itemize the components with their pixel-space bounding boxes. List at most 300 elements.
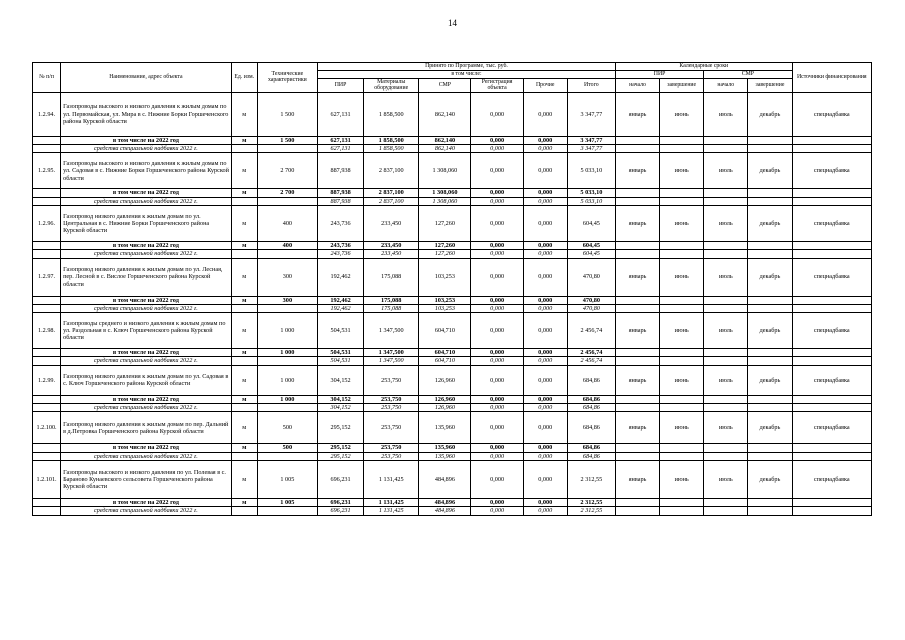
cell-unit xyxy=(231,507,257,515)
cell-total: 684,86 xyxy=(567,452,615,460)
cell-total: 684,86 xyxy=(567,404,615,412)
cell-num xyxy=(33,304,61,312)
cell-other: 0,000 xyxy=(523,189,567,197)
cell-materials: 233,450 xyxy=(364,206,419,242)
col-incl: в том числе: xyxy=(317,71,615,79)
special-label: средства специальной надбавки 2022 г. xyxy=(61,197,232,205)
cell-pir-end xyxy=(660,395,704,403)
cell-smr: 135,960 xyxy=(419,412,471,444)
cell-pir-end xyxy=(660,304,704,312)
cell-smr-start xyxy=(704,242,748,250)
cell-pir: 887,938 xyxy=(317,189,363,197)
cell-source: спецнадбавка xyxy=(792,258,871,296)
cell-unit xyxy=(231,145,257,153)
cell-name: Газопроводы высокого и низкого давления по ул. Полевая в с. Бараново Кунаевского сельсовета Горшеченского района Курской области xyxy=(61,460,232,498)
cell-source xyxy=(792,136,871,144)
cell-name: Газопроводы высокого и низкого давления к жилым домам по ул. Первомайская, ул. Мира в с. Нижние Борки Горшеченского района Курской области xyxy=(61,92,232,136)
cell-unit: м xyxy=(231,395,257,403)
special-row xyxy=(33,304,872,312)
cell-smr-end: декабрь xyxy=(748,313,792,349)
cell-num xyxy=(33,296,61,304)
special-label: средства специальной надбавки 2022 г. xyxy=(61,145,232,153)
cell-tech xyxy=(257,250,317,258)
cell-reg: 0,000 xyxy=(471,452,523,460)
table-row xyxy=(33,92,872,136)
cell-pir: 295,152 xyxy=(317,452,363,460)
cell-pir-end xyxy=(660,498,704,506)
cell-reg: 0,000 xyxy=(471,145,523,153)
cell-unit: м xyxy=(231,460,257,498)
cell-pir-start xyxy=(615,404,659,412)
cell-pir: 887,938 xyxy=(317,153,363,189)
cell-total: 2 456,74 xyxy=(567,349,615,357)
cell-other: 0,000 xyxy=(523,250,567,258)
cell-smr-start: июль xyxy=(704,313,748,349)
cell-pir-end xyxy=(660,197,704,205)
cell-smr-end: декабрь xyxy=(748,460,792,498)
cell-other: 0,000 xyxy=(523,136,567,144)
cell-unit xyxy=(231,250,257,258)
special-row xyxy=(33,250,872,258)
col-start2: начало xyxy=(704,79,748,93)
cell-smr: 862,140 xyxy=(419,136,471,144)
table-body xyxy=(33,92,872,515)
special-label: средства специальной надбавки 2022 г. xyxy=(61,507,232,515)
cell-reg: 0,000 xyxy=(471,197,523,205)
cell-num xyxy=(33,242,61,250)
col-num: № п/п xyxy=(33,63,61,93)
cell-pir-end xyxy=(660,189,704,197)
cell-smr-start: июль xyxy=(704,92,748,136)
cell-other: 0,000 xyxy=(523,395,567,403)
cell-tech xyxy=(257,507,317,515)
cell-reg: 0,000 xyxy=(471,460,523,498)
cell-smr-end: декабрь xyxy=(748,92,792,136)
cell-smr-start xyxy=(704,145,748,153)
cell-materials: 2 837,100 xyxy=(364,189,419,197)
cell-smr-end: декабрь xyxy=(748,365,792,395)
cell-pir: 504,531 xyxy=(317,357,363,365)
cell-smr: 862,140 xyxy=(419,92,471,136)
cell-unit: м xyxy=(231,242,257,250)
cell-unit: м xyxy=(231,136,257,144)
cell-total: 5 033,10 xyxy=(567,153,615,189)
cell-smr-end xyxy=(748,395,792,403)
special-row xyxy=(33,357,872,365)
cell-materials: 253,750 xyxy=(364,404,419,412)
cell-total: 470,80 xyxy=(567,258,615,296)
cell-other: 0,000 xyxy=(523,145,567,153)
special-row xyxy=(33,452,872,460)
cell-smr-start xyxy=(704,444,748,452)
cell-pir-start: январь xyxy=(615,365,659,395)
cell-pir: 243,736 xyxy=(317,242,363,250)
cell-smr-start xyxy=(704,189,748,197)
cell-materials: 1 858,500 xyxy=(364,145,419,153)
cell-materials: 175,088 xyxy=(364,304,419,312)
year-row xyxy=(33,242,872,250)
cell-tech: 1 000 xyxy=(257,349,317,357)
col-name: Наименование, адрес объекта xyxy=(61,63,232,93)
col-tech: Технические характеристики xyxy=(257,63,317,93)
cell-smr: 103,253 xyxy=(419,296,471,304)
cell-tech: 300 xyxy=(257,258,317,296)
cell-unit: м xyxy=(231,444,257,452)
cell-pir-end: июнь xyxy=(660,258,704,296)
cell-total: 2 456,74 xyxy=(567,313,615,349)
cell-unit: м xyxy=(231,296,257,304)
cell-source xyxy=(792,296,871,304)
special-row xyxy=(33,404,872,412)
cell-name: Газопроводы среднего и низкого давления к жилым домам по ул. Раздольная в с. Ключ Горшеченского района Курской области xyxy=(61,313,232,349)
cell-other: 0,000 xyxy=(523,507,567,515)
cell-pir-start xyxy=(615,242,659,250)
cell-unit xyxy=(231,452,257,460)
cell-smr-start xyxy=(704,395,748,403)
cell-materials: 1 347,500 xyxy=(364,349,419,357)
cell-reg: 0,000 xyxy=(471,365,523,395)
cell-pir-start xyxy=(615,395,659,403)
cell-num xyxy=(33,404,61,412)
cell-reg: 0,000 xyxy=(471,498,523,506)
cell-tech xyxy=(257,357,317,365)
cell-pir-start xyxy=(615,349,659,357)
cell-source xyxy=(792,507,871,515)
cell-tech: 1 500 xyxy=(257,136,317,144)
cell-smr-end xyxy=(748,304,792,312)
cell-total: 2 312,55 xyxy=(567,460,615,498)
table-row xyxy=(33,412,872,444)
cell-total: 684,86 xyxy=(567,365,615,395)
cell-materials: 253,750 xyxy=(364,444,419,452)
cell-smr: 484,896 xyxy=(419,498,471,506)
col-total: Итого xyxy=(567,79,615,93)
col-end2: завершение xyxy=(748,79,792,93)
cell-smr: 484,896 xyxy=(419,507,471,515)
cell-smr-end xyxy=(748,136,792,144)
cell-total: 470,80 xyxy=(567,296,615,304)
cell-other: 0,000 xyxy=(523,460,567,498)
cell-unit: м xyxy=(231,189,257,197)
cell-tech: 1 000 xyxy=(257,313,317,349)
cell-smr-start xyxy=(704,136,748,144)
cell-name: Газопроводы высокого и низкого давления к жилым домам по ул. Садовая в с. Нижние Борки Горшеченского района Курской области xyxy=(61,153,232,189)
cell-total: 5 033,10 xyxy=(567,197,615,205)
cell-source: спецнадбавка xyxy=(792,365,871,395)
cell-source xyxy=(792,452,871,460)
cell-total: 2 456,74 xyxy=(567,357,615,365)
cell-other: 0,000 xyxy=(523,412,567,444)
cell-pir-start xyxy=(615,304,659,312)
cell-smr-start xyxy=(704,349,748,357)
col-other: Прочие xyxy=(523,79,567,93)
special-label: средства специальной надбавки 2022 г. xyxy=(61,404,232,412)
cell-pir: 192,462 xyxy=(317,296,363,304)
cell-pir-end xyxy=(660,242,704,250)
cell-total: 470,80 xyxy=(567,304,615,312)
cell-smr: 127,260 xyxy=(419,206,471,242)
cell-smr-end: декабрь xyxy=(748,258,792,296)
cell-pir: 295,152 xyxy=(317,444,363,452)
cell-pir: 192,462 xyxy=(317,258,363,296)
cell-num xyxy=(33,349,61,357)
cell-source xyxy=(792,250,871,258)
cell-reg: 0,000 xyxy=(471,189,523,197)
cell-source: спецнадбавка xyxy=(792,153,871,189)
page-number: 14 xyxy=(448,18,457,28)
col-unit: Ед. изм. xyxy=(231,63,257,93)
cell-pir-end: июнь xyxy=(660,92,704,136)
cell-smr-start xyxy=(704,507,748,515)
cell-pir-start xyxy=(615,145,659,153)
cell-reg: 0,000 xyxy=(471,304,523,312)
cell-smr: 135,960 xyxy=(419,452,471,460)
cell-tech: 500 xyxy=(257,412,317,444)
cell-pir: 304,152 xyxy=(317,365,363,395)
cell-smr-end xyxy=(748,444,792,452)
cell-other: 0,000 xyxy=(523,197,567,205)
cell-unit: м xyxy=(231,412,257,444)
cell-smr-end xyxy=(748,145,792,153)
cell-pir-start xyxy=(615,452,659,460)
col-cal-pir: ПИР xyxy=(615,71,703,79)
cell-pir-start: январь xyxy=(615,412,659,444)
cell-pir-start xyxy=(615,189,659,197)
col-source: Источники финансирования xyxy=(792,63,871,93)
cell-smr-end xyxy=(748,357,792,365)
col-pir: ПИР xyxy=(317,79,363,93)
cell-pir-start: январь xyxy=(615,206,659,242)
cell-tech: 400 xyxy=(257,206,317,242)
cell-unit xyxy=(231,197,257,205)
cell-unit: м xyxy=(231,206,257,242)
cell-pir-end: июнь xyxy=(660,153,704,189)
cell-pir-end xyxy=(660,452,704,460)
cell-smr: 127,260 xyxy=(419,250,471,258)
cell-smr-end xyxy=(748,189,792,197)
cell-other: 0,000 xyxy=(523,365,567,395)
cell-other: 0,000 xyxy=(523,242,567,250)
cell-num: 1.2.96. xyxy=(33,206,61,242)
cell-num: 1.2.98. xyxy=(33,313,61,349)
cell-pir-end xyxy=(660,136,704,144)
cell-unit xyxy=(231,404,257,412)
cell-materials: 233,450 xyxy=(364,250,419,258)
cell-source xyxy=(792,357,871,365)
cell-source xyxy=(792,304,871,312)
cell-pir-end xyxy=(660,404,704,412)
cell-smr: 126,960 xyxy=(419,365,471,395)
cell-smr-end xyxy=(748,296,792,304)
cell-other: 0,000 xyxy=(523,153,567,189)
cell-total: 3 347,77 xyxy=(567,92,615,136)
cell-tech: 1 000 xyxy=(257,395,317,403)
cell-smr-start xyxy=(704,250,748,258)
year-label: в том числе на 2022 год xyxy=(61,395,232,403)
col-cal-smr: СМР xyxy=(704,71,792,79)
cell-pir-end: июнь xyxy=(660,313,704,349)
cell-pir-start: январь xyxy=(615,258,659,296)
cell-smr: 604,710 xyxy=(419,357,471,365)
cell-source xyxy=(792,242,871,250)
cell-pir-start: январь xyxy=(615,460,659,498)
cell-source: спецнадбавка xyxy=(792,206,871,242)
cell-total: 3 347,77 xyxy=(567,136,615,144)
table-row xyxy=(33,313,872,349)
year-label: в том числе на 2022 год xyxy=(61,349,232,357)
col-calendar: Календарные сроки xyxy=(615,63,792,71)
cell-smr-start xyxy=(704,498,748,506)
cell-tech xyxy=(257,304,317,312)
cell-pir: 304,152 xyxy=(317,395,363,403)
cell-total: 604,45 xyxy=(567,242,615,250)
cell-materials: 1 347,500 xyxy=(364,313,419,349)
cell-reg: 0,000 xyxy=(471,250,523,258)
cell-smr-end xyxy=(748,507,792,515)
cell-name: Газопровод низкого давления к жилым домам по ул. Лесная, пер. Лесной в с. Вислое Горшеченского района Курской области xyxy=(61,258,232,296)
cell-smr-start: июль xyxy=(704,206,748,242)
cell-source xyxy=(792,145,871,153)
col-start: начало xyxy=(615,79,659,93)
cell-num: 1.2.100. xyxy=(33,412,61,444)
special-row xyxy=(33,197,872,205)
year-row xyxy=(33,444,872,452)
col-smr: СМР xyxy=(419,79,471,93)
cell-other: 0,000 xyxy=(523,313,567,349)
cell-smr: 604,710 xyxy=(419,313,471,349)
col-reg: Регистрация объекта xyxy=(471,79,523,93)
cell-pir-end xyxy=(660,507,704,515)
cell-other: 0,000 xyxy=(523,404,567,412)
cell-source xyxy=(792,444,871,452)
cell-reg: 0,000 xyxy=(471,313,523,349)
cell-total: 604,45 xyxy=(567,250,615,258)
cell-other: 0,000 xyxy=(523,206,567,242)
cell-pir-start: январь xyxy=(615,92,659,136)
program-table xyxy=(32,62,872,516)
cell-num xyxy=(33,498,61,506)
cell-tech: 1 000 xyxy=(257,365,317,395)
cell-smr-start: июль xyxy=(704,460,748,498)
year-label: в том числе на 2022 год xyxy=(61,136,232,144)
cell-reg: 0,000 xyxy=(471,395,523,403)
cell-tech: 400 xyxy=(257,242,317,250)
cell-reg: 0,000 xyxy=(471,136,523,144)
cell-total: 684,86 xyxy=(567,395,615,403)
cell-materials: 253,750 xyxy=(364,365,419,395)
cell-pir-start xyxy=(615,296,659,304)
cell-materials: 1 131,425 xyxy=(364,498,419,506)
year-row xyxy=(33,296,872,304)
cell-pir-start xyxy=(615,250,659,258)
year-label: в том числе на 2022 год xyxy=(61,444,232,452)
cell-smr-end xyxy=(748,250,792,258)
cell-pir-end xyxy=(660,349,704,357)
cell-name: Газопровод низкого давления к жилым домам по пер. Дальний в д.Петровка Горшеченского района Курской области xyxy=(61,412,232,444)
cell-pir: 696,231 xyxy=(317,507,363,515)
cell-smr: 862,140 xyxy=(419,145,471,153)
cell-source: спецнадбавка xyxy=(792,313,871,349)
cell-total: 2 312,55 xyxy=(567,498,615,506)
cell-pir: 887,938 xyxy=(317,197,363,205)
cell-other: 0,000 xyxy=(523,357,567,365)
cell-materials: 175,088 xyxy=(364,296,419,304)
table-row xyxy=(33,460,872,498)
special-label: средства специальной надбавки 2022 г. xyxy=(61,304,232,312)
cell-pir-end: июнь xyxy=(660,460,704,498)
cell-pir-start xyxy=(615,444,659,452)
cell-reg: 0,000 xyxy=(471,412,523,444)
cell-tech: 500 xyxy=(257,444,317,452)
cell-pir-start xyxy=(615,136,659,144)
cell-source xyxy=(792,498,871,506)
cell-smr: 127,260 xyxy=(419,242,471,250)
cell-pir-end xyxy=(660,444,704,452)
cell-num xyxy=(33,136,61,144)
cell-smr-start: июль xyxy=(704,365,748,395)
cell-other: 0,000 xyxy=(523,296,567,304)
cell-smr-start xyxy=(704,357,748,365)
cell-pir-end xyxy=(660,296,704,304)
cell-source xyxy=(792,395,871,403)
cell-pir-end xyxy=(660,145,704,153)
special-label: средства специальной надбавки 2022 г. xyxy=(61,250,232,258)
cell-smr-end: декабрь xyxy=(748,412,792,444)
year-row xyxy=(33,189,872,197)
cell-smr: 103,253 xyxy=(419,258,471,296)
cell-num xyxy=(33,189,61,197)
cell-pir: 243,736 xyxy=(317,250,363,258)
cell-materials: 2 837,100 xyxy=(364,197,419,205)
cell-reg: 0,000 xyxy=(471,507,523,515)
year-label: в том числе на 2022 год xyxy=(61,242,232,250)
cell-materials: 1 131,425 xyxy=(364,507,419,515)
year-row xyxy=(33,349,872,357)
cell-smr: 103,253 xyxy=(419,304,471,312)
cell-materials: 253,750 xyxy=(364,452,419,460)
special-label: средства специальной надбавки 2022 г. xyxy=(61,452,232,460)
year-row xyxy=(33,395,872,403)
cell-source: спецнадбавка xyxy=(792,412,871,444)
cell-pir-end xyxy=(660,250,704,258)
cell-pir-start xyxy=(615,197,659,205)
cell-name: Газопровод низкого давления к жилым домам по ул. Центральная в с. Нижние Борки Горшеченского района Курской области xyxy=(61,206,232,242)
cell-unit: м xyxy=(231,258,257,296)
cell-pir: 627,131 xyxy=(317,145,363,153)
cell-pir: 243,736 xyxy=(317,206,363,242)
cell-tech: 300 xyxy=(257,296,317,304)
cell-total: 684,86 xyxy=(567,412,615,444)
table-row xyxy=(33,206,872,242)
year-label: в том числе на 2022 год xyxy=(61,498,232,506)
cell-total: 604,45 xyxy=(567,206,615,242)
cell-source: спецнадбавка xyxy=(792,92,871,136)
cell-num: 1.2.94. xyxy=(33,92,61,136)
special-row xyxy=(33,145,872,153)
cell-reg: 0,000 xyxy=(471,444,523,452)
cell-source: спецнадбавка xyxy=(792,460,871,498)
cell-unit xyxy=(231,357,257,365)
cell-reg: 0,000 xyxy=(471,258,523,296)
cell-smr-start xyxy=(704,296,748,304)
cell-smr-end xyxy=(748,349,792,357)
special-label: средства специальной надбавки 2022 г. xyxy=(61,357,232,365)
cell-other: 0,000 xyxy=(523,349,567,357)
cell-smr: 1 308,060 xyxy=(419,189,471,197)
cell-source xyxy=(792,349,871,357)
cell-reg: 0,000 xyxy=(471,206,523,242)
cell-num xyxy=(33,197,61,205)
